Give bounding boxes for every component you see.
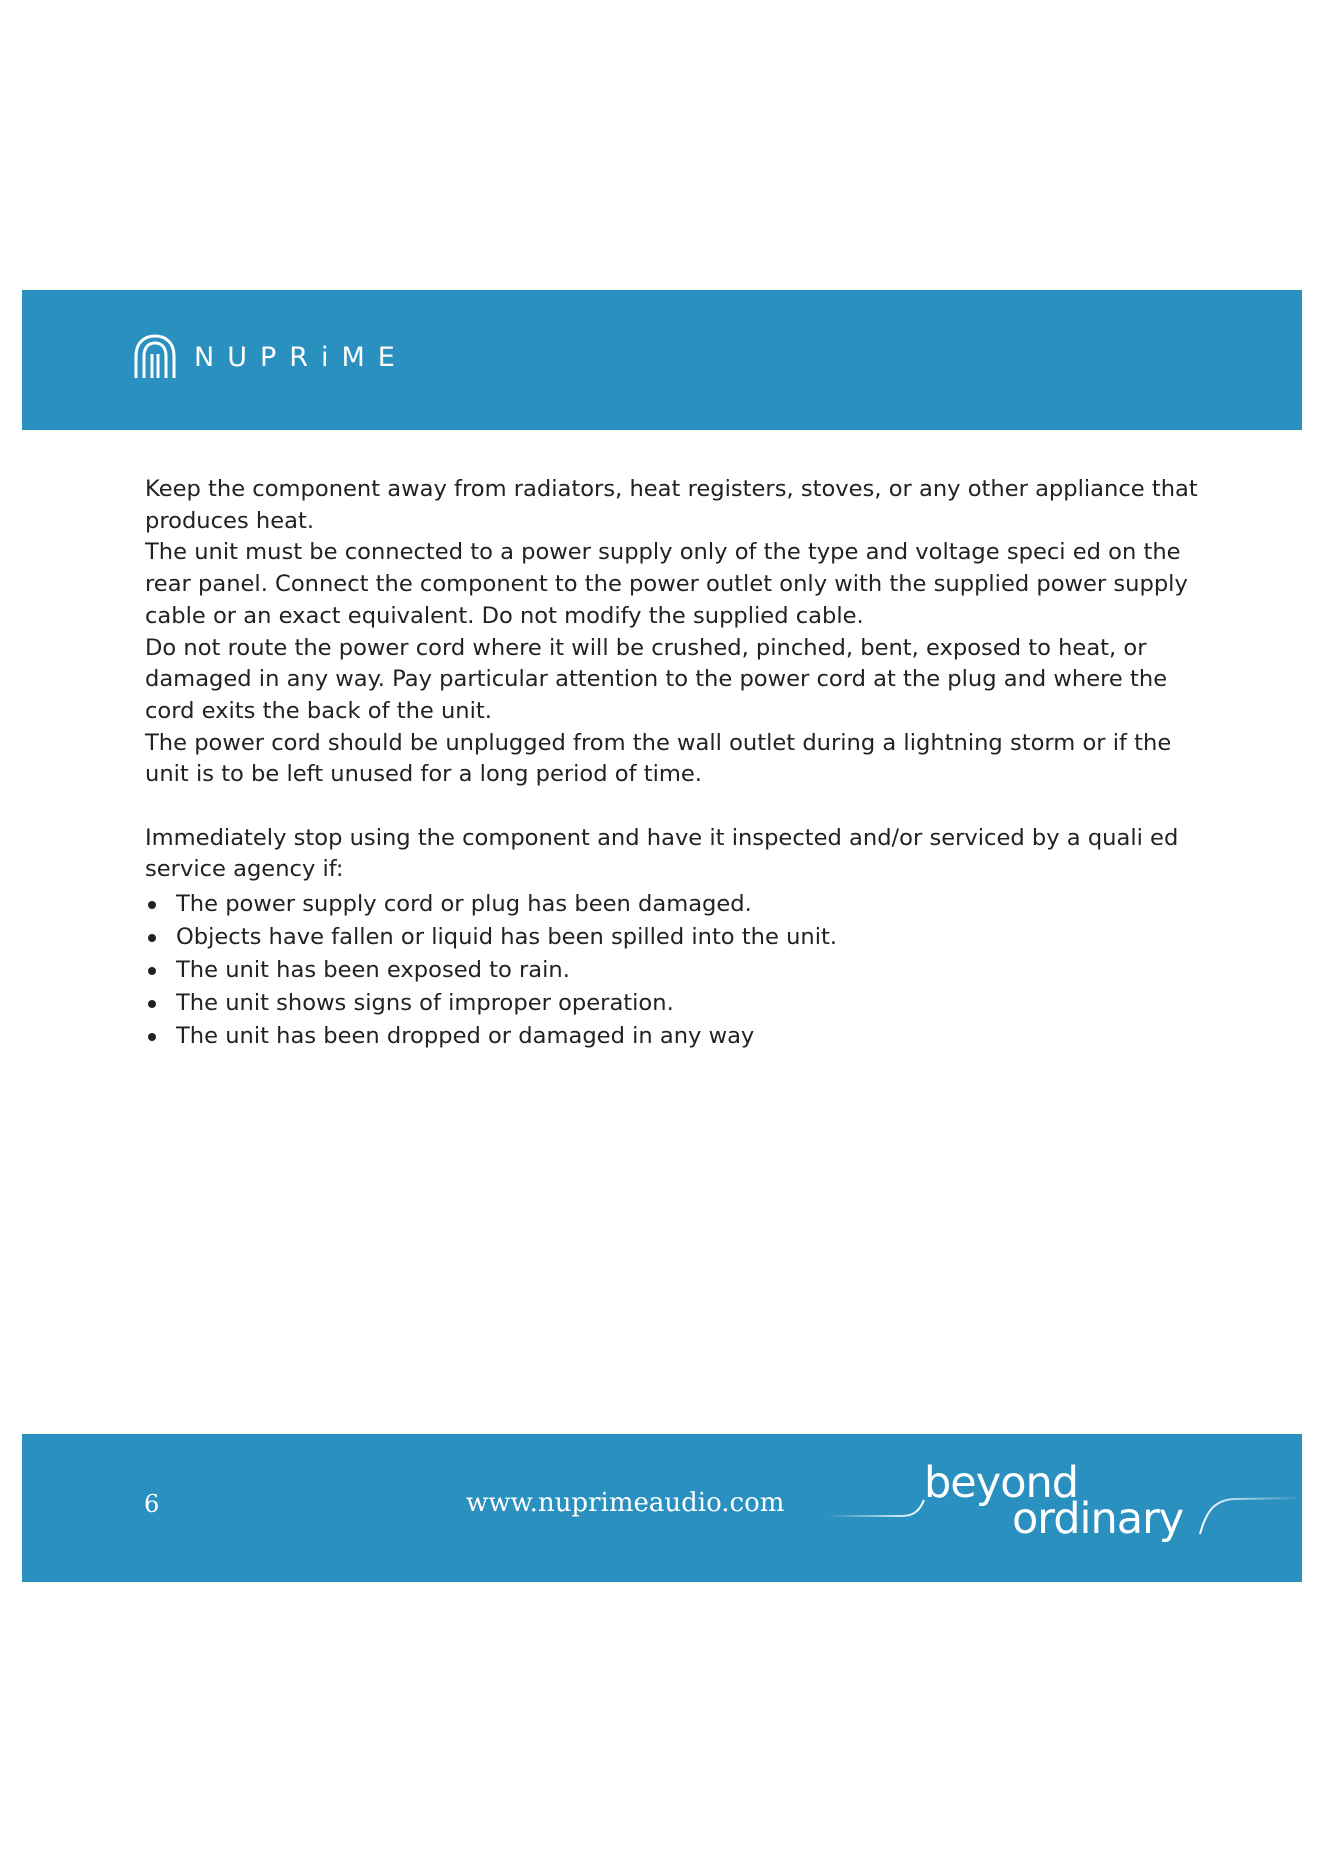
tagline-word-ordinary: ordinary [1012, 1494, 1184, 1544]
list-item: The unit shows signs of improper operation. [145, 987, 1205, 1020]
paragraph: Keep the component away from radiators, heat registers, stoves, or any other appliance that produces heat. [145, 476, 1198, 534]
paragraph: The unit must be connected to a power supply only of the type and voltage speci ed on the rear panel. Connect the component to the power outlet only with the supplied power supply cable or an exact equivalent. Do not modify the supplied cable. [145, 539, 1188, 629]
list-item: Objects have fallen or liquid has been spilled into the unit. [145, 921, 1205, 954]
paragraph: Do not route the power cord where it will be crushed, pinched, bent, exposed to heat, or damaged in any way. Pay particular attention to the power cord at the plug and where the cord exits the back of the unit. [145, 634, 1168, 724]
nuprime-logo-icon [132, 332, 178, 382]
page-number: 6 [144, 1490, 160, 1518]
safety-instructions [145, 474, 1205, 1053]
brand-logo [132, 332, 408, 382]
list-item: The unit has been exposed to rain. [145, 954, 1205, 987]
service-intro: Immediately stop using the component and have it inspected and/or serviced by a quali ed service agency if: [145, 824, 1179, 883]
website-link[interactable]: www.nuprimeaudio.com [466, 1488, 785, 1518]
brand-name: NUPRiME [194, 341, 408, 373]
tagline-word-beyond: beyond [924, 1458, 1079, 1508]
tagline [802, 1454, 1302, 1564]
paragraph: The power cord should be unplugged from the wall outlet during a lightning storm or if the unit is to be left unused for a long period of time. [145, 729, 1172, 788]
header-band [22, 290, 1302, 430]
service-conditions-list [145, 888, 1205, 1053]
footer-band [22, 1434, 1302, 1582]
list-item: The power supply cord or plug has been damaged. [145, 888, 1205, 921]
list-item: The unit has been dropped or damaged in any way [145, 1020, 1205, 1053]
paragraph-gap [145, 791, 1205, 823]
